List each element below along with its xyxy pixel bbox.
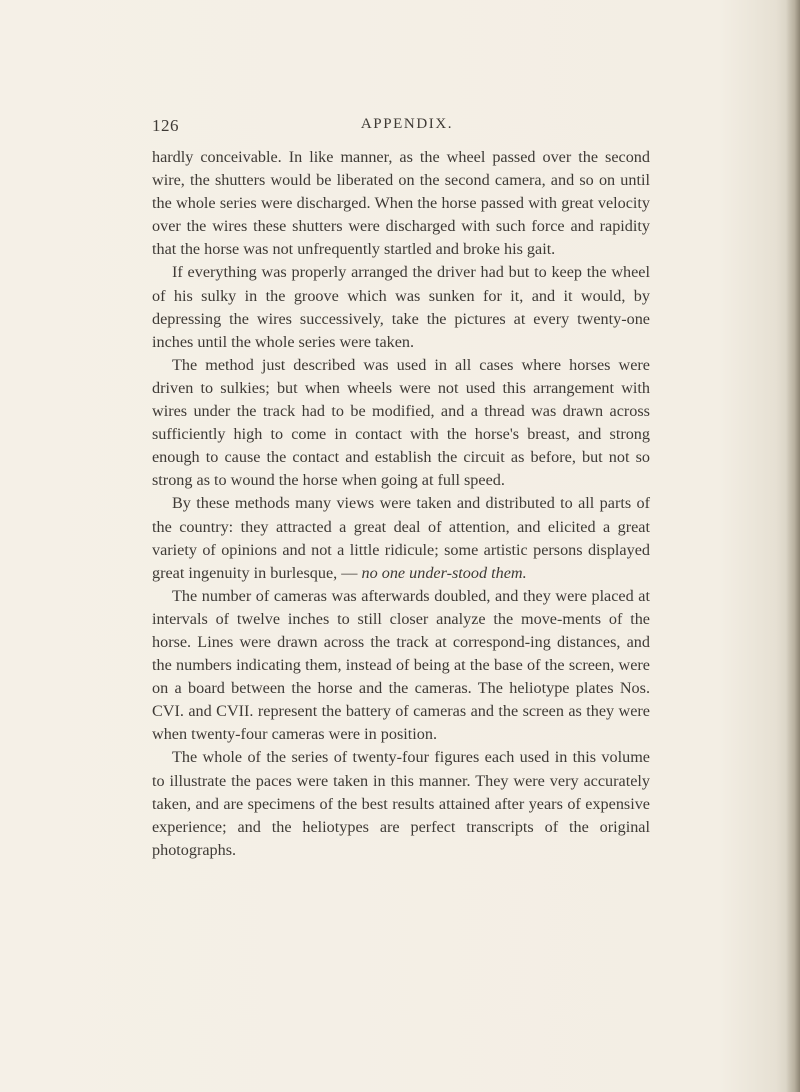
page-edge-shadow <box>786 0 800 1092</box>
paragraph <box>152 492 650 584</box>
page-number: 126 <box>152 116 179 135</box>
running-head <box>152 116 642 138</box>
paragraph: The method just described was used in all cases where horses were driven to sulkies; but when wheels were not used this arrangement with wires under the track had to be modified, and a thread was drawn across sufficiently high to come in contact with the horse's breast, and strong enough to cause the contact and establish the circuit as before, but not so strong as to wound the horse when going at full speed. <box>152 355 650 490</box>
running-title: APPENDIX. <box>360 116 454 132</box>
paragraph: hardly conceivable. In like manner, as the wheel passed over the second wire, the shutters would be liberated on the second camera, and so on until the whole series were discharged. When the horse passed with great velocity over the wires these shutters were discharged with such force and rapidity that the horse was not unfrequently startled and broke his gait. <box>152 148 650 259</box>
italic-phrase: no one under-stood them. <box>361 563 527 582</box>
paragraph-text: By these methods many views were taken and distributed to all parts of the country: they attracted a great deal of attention, and elicited a great variety of opinions and not a little ridicule; some artistic persons displayed great ingenuity in burlesque, — <box>152 494 650 582</box>
paragraph: The whole of the series of twenty-four figures each used in this volume to illustrate the paces were taken in this manner. They were very accurately taken, and are specimens of the best results attained after years of expensive experience; and the heliotypes are perfect transcripts of the original photographs. <box>152 748 650 859</box>
paragraph: If everything was properly arranged the driver had but to keep the wheel of his sulky in the groove which was sunken for it, and it would, by depressing the wires successively, take the pictures at every twenty-one inches until the whole series were taken. <box>152 263 650 351</box>
body-text <box>152 146 650 862</box>
paragraph: The number of cameras was afterwards doubled, and they were placed at intervals of twelve inches to still closer analyze the move-ments of the horse. Lines were drawn across the track at correspond-ing distances, and the numbers indicating them, instead of being at the base of the screen, were on a board between the horse and the cameras. The heliotype plates Nos. CVI. and CVII. represent the battery of cameras and the screen as they were when twenty-four cameras were in position. <box>152 586 650 744</box>
